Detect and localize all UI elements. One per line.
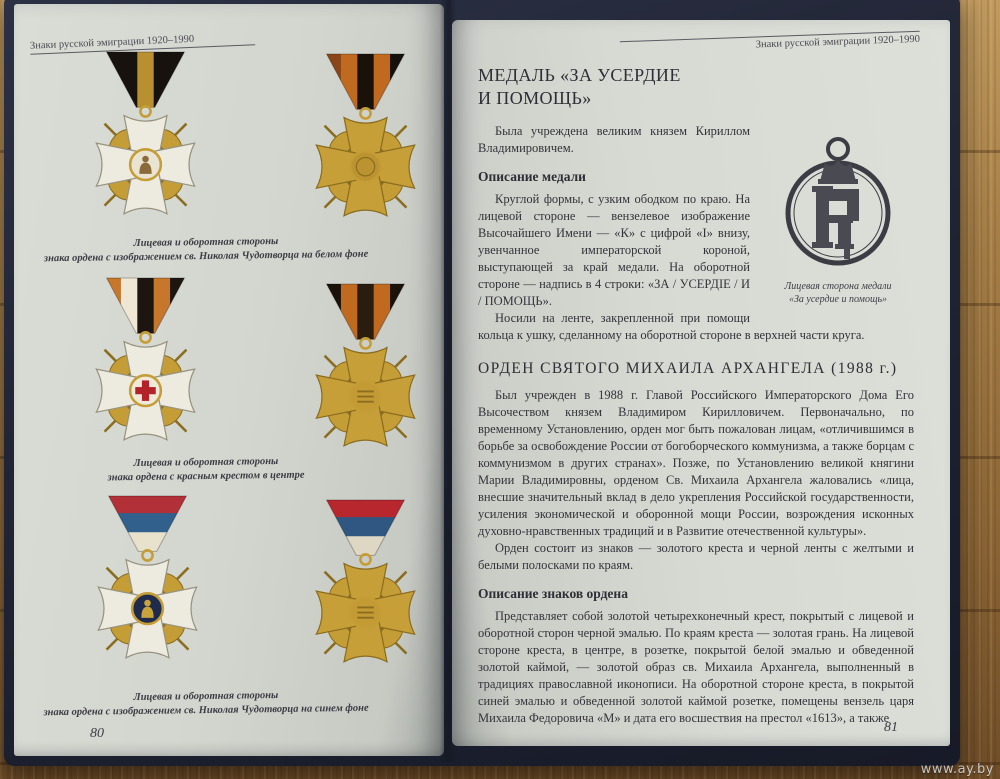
medal-photo-red-cross-gold-reverse: [298, 282, 433, 454]
order-composition-paragraph: Орден состоит из знаков — золотого креста и черной ленты с желтыми и белыми полосками по краям.: [478, 540, 914, 572]
article-title: [478, 64, 914, 111]
running-header-right: Знаки русской эмиграции 1920–1990: [620, 31, 920, 55]
figure-caption-line2: «За усердие и помощь»: [788, 294, 888, 306]
order-history-paragraph: Был учрежден в 1988 г. Главой Российского Императорского Дома Его Высочеством князем Владимиром Кирилловичем. Первоначально, по временному Установлению, орден мог быть пожалован лицам, «отличившимся в борьбе за освобождение России от богоборческого коммунизма, а также борцам с коммунизмом в других странах». Позже, по Установлению великой княгини Марии Владимировны, орденом Св. Михаила Архангела жаловались «лица, внесшие значительный вклад в дело укрепления Российской государственности, усиления экономической и оборонной мощи России, возрождения исконных духовно-нравственных традиций и в Развитие отечественной культуры».: [478, 387, 914, 538]
caption-row2: [32, 454, 380, 487]
figure-caption: [762, 280, 914, 307]
right-page-body: [478, 64, 914, 727]
page-number-right: 81: [884, 720, 898, 735]
caption-row3-line2: знака ордена с изображением св. Николая Чудотворца на синем фоне: [43, 702, 369, 719]
section-heading-medal-description: Описание медали: [478, 168, 586, 184]
photo-watermark: www.ay.by: [920, 762, 994, 777]
caption-row3-line1: Лицевая и оборотная стороны: [133, 689, 279, 704]
medal-photo-red-cross-obverse: [78, 276, 213, 448]
running-header-left: Знаки русской эмиграции 1920–1990: [30, 31, 255, 54]
order-signs-paragraph: Представляет собой золотой четырехконечный крест, покрытый с лицевой и оборотной сторон черной эмалью. По краям креста — золотая грань. На лицевой стороне креста, в центре, в розетке, покрытой белой эмалью и обведенной золотой каймой, — золотой образ св. Михаила Архангела, выполненный в традициях православной иконописи. На оборотной стороне креста, в покрытой синей эмалью и обведенной золотой каймой розетке, помещены вензель царя Михаила Федоровича «М» и дата его восшествия на престол «1613», а также: [478, 608, 914, 725]
medal-line-drawing-figure: [762, 123, 914, 307]
caption-row1-line2: знака ордена с изображением св. Николая Чудотворца на белом фоне: [43, 248, 369, 265]
left-page: [14, 4, 444, 756]
figure-caption-line1: Лицевая сторона медали: [784, 280, 892, 292]
article-title-line1: МЕДАЛЬ «ЗА УСЕРДИЕ: [478, 65, 681, 85]
caption-row2-line2: знака ордена с красным крестом в центре: [107, 469, 305, 484]
caption-row1-line1: Лицевая и оборотная стороны: [133, 235, 279, 250]
medal-photo-st-nicholas-blue-obverse: [80, 494, 215, 666]
caption-row3: [32, 688, 380, 721]
intro-paragraph: Была учреждена великим князем Кириллом Владимировичем.: [478, 123, 750, 155]
section-heading-order-signs-description: Описание знаков ордена: [478, 585, 628, 601]
medal-description-paragraph-2: Носили на ленте, закрепленной при помощи кольца к ушку, сделанному на оборотной стороне в верхней части круга.: [478, 310, 865, 342]
medal-monogram-k-drawing: [774, 123, 902, 271]
medal-description-paragraph-1: Круглой формы, с узким ободком по краю. На лицевой стороне — вензелевое изображение Высочайшего Имени — «К» с цифрой «I» внизу, увенчанное императорской короной, выступающей за край медали. На оборотной стороне — надпись в 4 строки: «ЗА / УСЕРДІЕ / И / ПОМОЩЬ».: [478, 191, 750, 308]
medal-photo-st-nicholas-white-obverse: [78, 50, 213, 222]
page-number-left: 80: [90, 726, 104, 741]
right-page: [452, 20, 950, 746]
article-title-line2: И ПОМОЩЬ»: [478, 88, 592, 109]
caption-row1: [32, 234, 380, 267]
caption-row2-line1: Лицевая и оборотная стороны: [133, 455, 279, 470]
medal-photo-st-nicholas-gold-reverse: [298, 52, 433, 224]
section-heading-order-st-michael: ОРДЕН СВЯТОГО МИХАИЛА АРХАНГЕЛА (1988 г.): [478, 359, 898, 377]
medal-photo-gold-reverse-tricolor: [298, 498, 433, 670]
